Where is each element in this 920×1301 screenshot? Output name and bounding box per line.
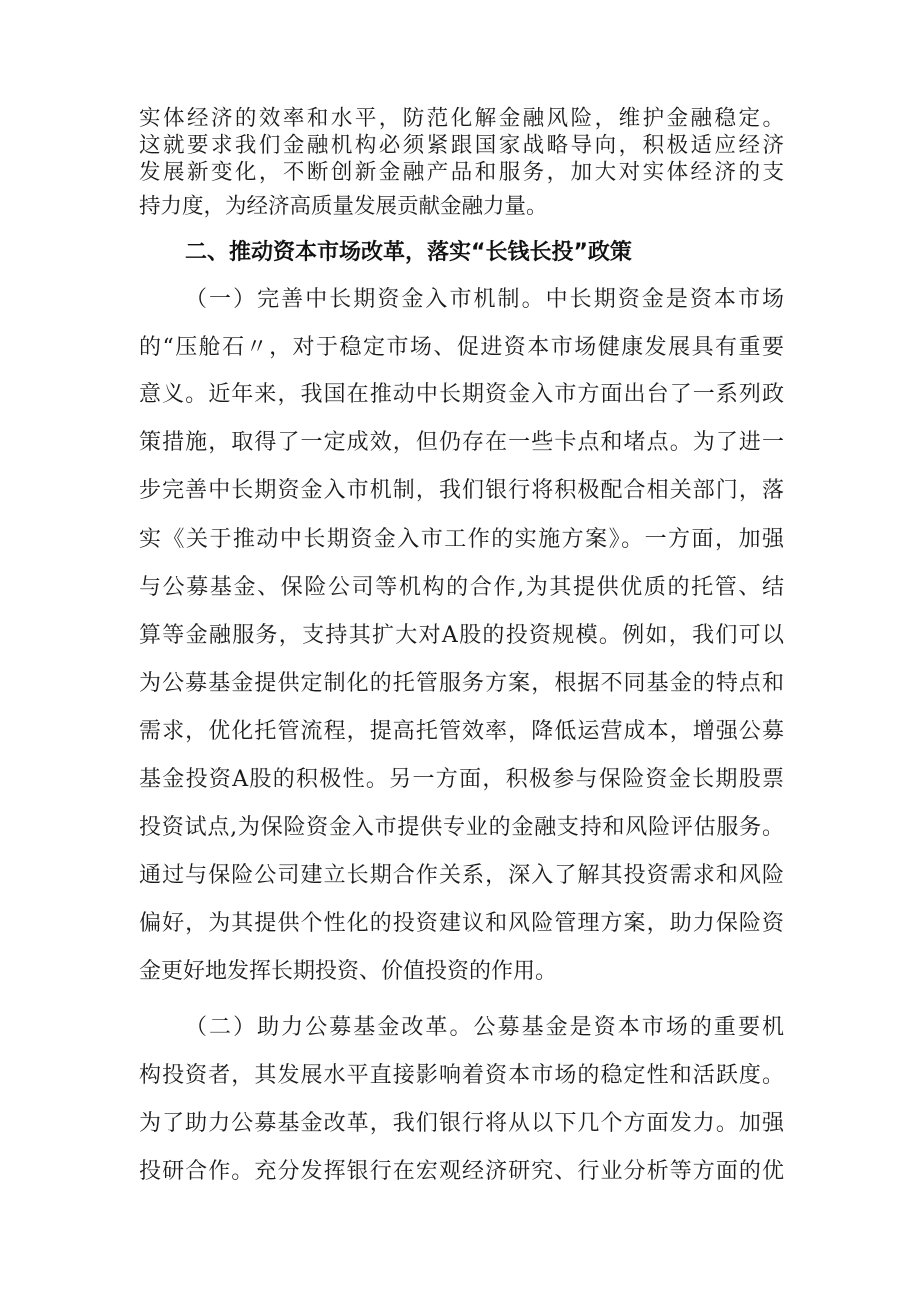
para1-line-10: 需求，优化托管流程，提高托管效率，降低运营成本，增强公募 xyxy=(139,719,784,744)
para1-line-5: 步完善中长期资金入市机制，我们银行将积极配合相关部门，落 xyxy=(139,478,784,503)
para1-line-4: 策措施，取得了一定成效，但仍存在一些卡点和堵点。为了进一 xyxy=(139,430,784,455)
section-heading: 二、推动资本市场改革，落实“长钱长投”政策 xyxy=(185,240,632,265)
para1-line-11: 基金投资A股的积极性。另一方面，积极参与保险资金长期股票 xyxy=(139,767,784,792)
para1-line-14: 偏好，为其提供个性化的投资建议和风险管理方案，助力保险资 xyxy=(139,911,784,936)
intro-line-1: 实体经济的效率和水平，防范化解金融风险，维护金融稳定。 xyxy=(139,106,784,131)
para1-line-1: （一）完善中长期资金入市机制。中长期资金是资本市场 xyxy=(185,287,784,312)
intro-line-4: 持力度，为经济高质量发展贡献金融力量。 xyxy=(139,194,548,219)
para2-line-2: 构投资者，其发展水平直接影响着资本市场的稳定性和活跃度。 xyxy=(139,1063,784,1088)
para1-line-7: 与公募基金、保险公司等机构的合作,为其提供优质的托管、结 xyxy=(139,575,784,600)
para1-line-15: 金更好地发挥长期投资、价值投资的作用。 xyxy=(139,959,558,984)
intro-line-2: 这就要求我们金融机构必须紧跟国家战略导向，积极适应经济 xyxy=(139,133,784,158)
intro-line-3: 发展新变化，不断创新金融产品和服务，加大对实体经济的支 xyxy=(139,160,784,185)
para1-line-6: 实《关于推动中长期资金入市工作的实施方案》。一方面，加强 xyxy=(139,527,784,552)
para2-line-3: 为了助力公募基金改革，我们银行将从以下几个方面发力。加强 xyxy=(139,1111,784,1136)
para2-line-1: （二）助力公募基金改革。公募基金是资本市场的重要机 xyxy=(185,1015,784,1040)
para1-line-9: 为公募基金提供定制化的托管服务方案，根据不同基金的特点和 xyxy=(139,671,784,696)
para1-line-3: 意义。近年来，我国在推动中长期资金入市方面出台了一系列政 xyxy=(139,382,784,407)
para1-line-8: 算等金融服务，支持其扩大对A股的投资规模。例如，我们可以 xyxy=(139,623,784,648)
para2-line-4: 投研合作。充分发挥银行在宏观经济研究、行业分析等方面的优 xyxy=(139,1159,784,1184)
para1-line-12: 投资试点,为保险资金入市提供专业的金融支持和风险评估服务。 xyxy=(139,815,784,840)
para1-line-2: 的“压舱石〃，对于稳定市场、促进资本市场健康发展具有重要 xyxy=(139,335,784,360)
para1-line-13: 通过与保险公司建立长期合作关系，深入了解其投资需求和风险 xyxy=(139,863,784,888)
